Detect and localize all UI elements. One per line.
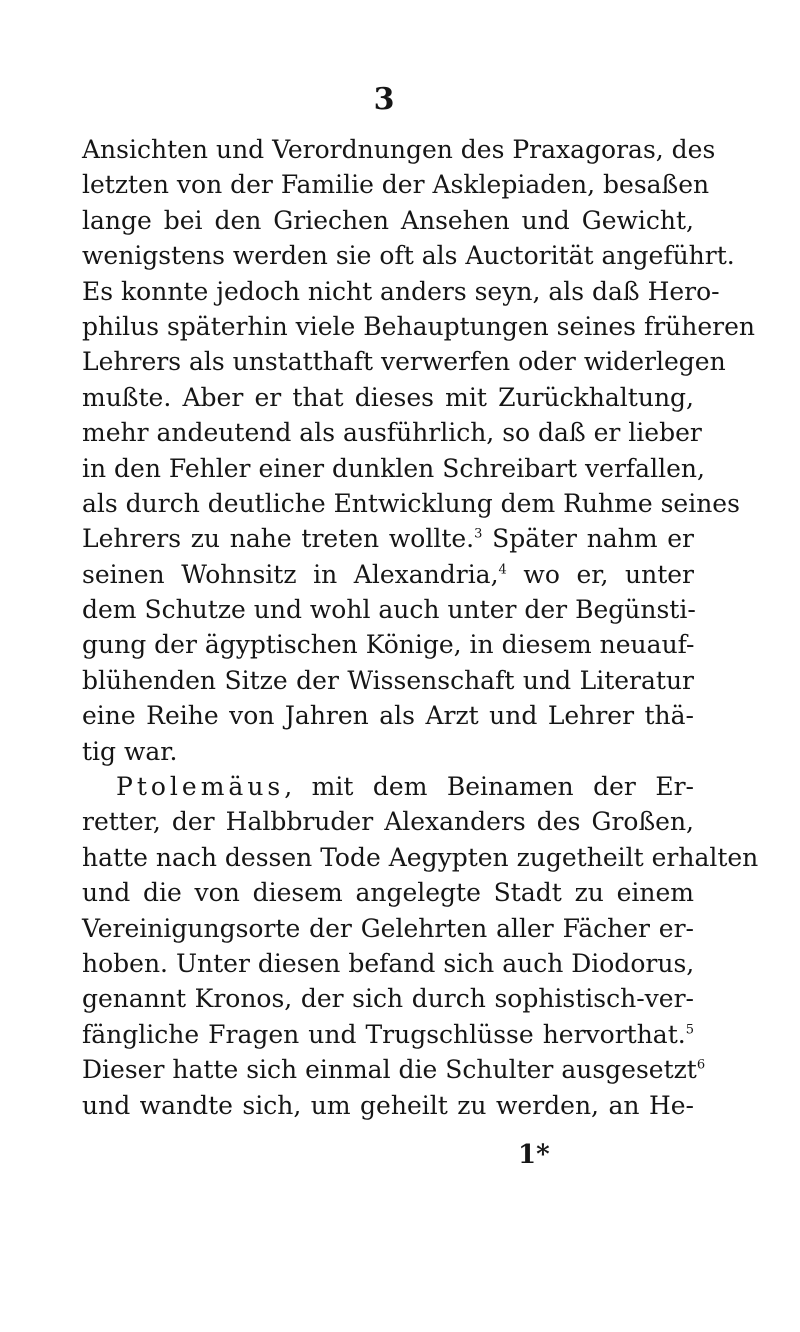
text-line: Lehrers zu nahe treten wollte.$^3$ Später nahm er	[82, 524, 695, 554]
text-line: blühenden Sitze der Wissenschaft und Literatur	[82, 665, 694, 695]
text-line: gung der ägyptischen Könige, in diesem neuauf-	[82, 630, 695, 660]
paragraph-end-line: tig war.	[82, 736, 178, 766]
text-line: als durch deutliche Entwicklung dem Ruhme seines	[82, 488, 740, 518]
text-line: seinen Wohnsitz in Alexandria,$^4$ wo er, unter	[82, 559, 694, 589]
footnote-marker: 3	[474, 526, 483, 542]
text-line: hatte nach dessen Tode Aegypten zugetheilt erhalten	[82, 842, 759, 872]
text-line: mußte. Aber er that dieses mit Zurückhaltung,	[82, 382, 694, 412]
spaced-name: Ptolemäus	[116, 772, 285, 802]
text-line: Dieser hatte sich einmal die Schulter ausgesetzt$^6$	[82, 1055, 706, 1085]
text-line: dem Schutze und wohl auch unter der Begünsti-	[82, 595, 696, 625]
text-line: genannt Kronos, der sich durch sophistisch-ver-	[82, 984, 694, 1014]
text-line: Vereinigungsorte der Gelehrten aller Fächer er-	[82, 913, 694, 943]
text-line: Ansichten und Verordnungen des Praxagoras, des	[82, 135, 716, 164]
page-number: 3	[373, 82, 395, 117]
text-line: fängliche Fragen und Trugschlüsse hervorthat.$^5$	[82, 1019, 694, 1049]
text-line: hoben. Unter diesen befand sich auch Diodorus,	[82, 948, 695, 978]
text-line: in den Fehler einer dunklen Schreibart verfallen,	[82, 453, 705, 483]
footnote-marker: 6	[696, 1057, 706, 1073]
footnote-marker: 5	[685, 1022, 694, 1038]
text-line: wenigstens werden sie oft als Auctorität angeführt.	[82, 241, 735, 271]
text-line: und wandte sich, um geheilt zu werden, an He-	[82, 1090, 694, 1120]
text-line: retter, der Halbbruder Alexanders des Großen,	[82, 807, 694, 837]
text-line: philus späterhin viele Behauptungen seines früheren	[82, 311, 756, 341]
text-line: und die von diesem angelegte Stadt zu einem	[82, 878, 694, 908]
text-line: lange bei den Griechen Ansehen und Gewicht,	[82, 205, 694, 235]
text-line: Es konnte jedoch nicht anders seyn, als daß Hero-	[82, 276, 720, 306]
text-line: letzten von der Familie der Asklepiaden, besaßen	[82, 170, 710, 200]
paragraph-start-line: Ptolemäus, mit dem Beinamen der Er-	[116, 772, 694, 802]
footnote-marker: 4	[498, 562, 507, 578]
printer-signature: 1*	[518, 1140, 550, 1170]
text-line: eine Reihe von Jahren als Arzt und Lehrer thä-	[82, 701, 694, 731]
text-line: mehr andeutend als ausführlich, so daß er lieber	[82, 418, 702, 448]
body-text	[82, 132, 759, 1123]
text-line: Lehrers als unstatthaft verwerfen oder widerlegen	[82, 347, 726, 377]
